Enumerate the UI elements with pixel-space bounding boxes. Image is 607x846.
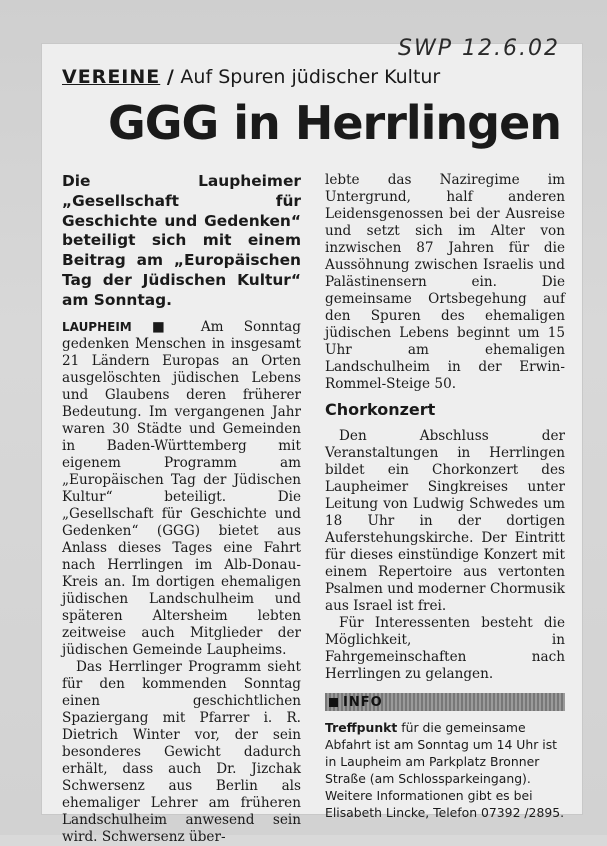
info-keyword: Treffpunkt: [325, 720, 398, 735]
info-square-icon: [329, 698, 338, 707]
lead-paragraph: Die Laupheimer „Gesellschaft für Geschichte und Gedenken“ beteiligt sich mit einem Beitrag am „Europäischen Tag der Jüdischen Kultur“ am Sonntag.: [62, 172, 301, 309]
body-paragraph-3: lebte das Naziregime im Untergrund, half anderen Leidensgenossen bei der Ausreise und setzt sich im Alter von inzwischen 87 Jahren für die Aussöhnung zwischen Israelis und Palästinensern ein. Die gemeinsame Ortsbegehung auf den Spuren des ehemaligen jüdischen Lebens beginnt um 15 Uhr am ehemaligen Landschulheim in der Erwin-Rommel-Steige 50.: [325, 172, 565, 392]
info-label: INFO: [343, 694, 383, 710]
body-paragraph-5: Für Interessenten besteht die Möglichkeit, in Fahrgemeinschaften nach Herrlingen zu gelangen.: [325, 615, 565, 682]
kicker-separator: /: [160, 66, 181, 88]
info-box-header: [325, 693, 565, 711]
square-bullet-icon: ■: [151, 318, 181, 335]
article-column-left: [62, 172, 301, 846]
subheading: Chorkonzert: [325, 400, 436, 419]
headline: GGG in Herrlingen: [108, 96, 562, 150]
article-column-right: [325, 172, 565, 821]
body-paragraph-2: Das Herrlinger Programm sieht für den kommenden Sonntag einen geschichtlichen Spaziergang mit Pfarrer i. R. Dietrich Winter vor, der sein besonderes Gewicht dadurch erhält, dass auch Dr. Jizchak Schwersenz aus Berlin als ehemaliger Lehrer am früheren Landschulheim anwesend sein wird. Schwersenz über-: [62, 658, 301, 845]
body-paragraph-1: [62, 319, 301, 659]
kicker-section: VEREINE: [62, 66, 161, 88]
dateline: LAUPHEIM: [62, 319, 132, 334]
kicker-topic: Auf Spuren jüdischer Kultur: [180, 66, 441, 88]
info-box-text: [325, 719, 565, 821]
body-paragraph-1-text: Am Sonntag gedenken Menschen in insgesamt 21 Ländern Europas an Orten ausgelöschten jüdischen Lebens und Glaubens deren früherer Bedeutung. Im vergangenen Jahr waren 30 Städte und Gemeinden in Baden-Württemberg mit eigenem Programm am „Europäischen Tag der Jüdischen Kultur“ beteiligt. Die „Gesellschaft für Geschichte und Gedenken“ (GGG) bietet aus Anlass dieses Tages eine Fahrt nach Herrlingen im Alb-Donau-Kreis an. Im dortigen ehemaligen jüdischen Landschulheim und späteren Altersheim lebten zeitweise auch Mitglieder der jüdischen Gemeinde Laupheims.: [62, 318, 301, 658]
body-paragraph-4: Den Abschluss der Veranstaltungen in Herrlingen bildet ein Chorkonzert des Laupheimer Singkreises unter Leitung von Ludwig Schwedes um 18 Uhr in der dortigen Auferstehungskirche. Der Eintritt für dieses einstündige Konzert mit einem Repertoire aus vertonten Psalmen und moderner Chormusik aus Israel ist frei.: [325, 428, 565, 614]
info-body: für die gemeinsame Abfahrt ist am Sonntag um 14 Uhr ist in Laupheim am Parkplatz Bronner Straße (am Schlossparkeingang). Weitere Informationen gibt es bei Elisabeth Lincke, Telefon 07392 /2895.: [325, 720, 565, 820]
kicker: [62, 66, 562, 88]
handwritten-annotation: SWP 12.6.02: [398, 36, 560, 61]
